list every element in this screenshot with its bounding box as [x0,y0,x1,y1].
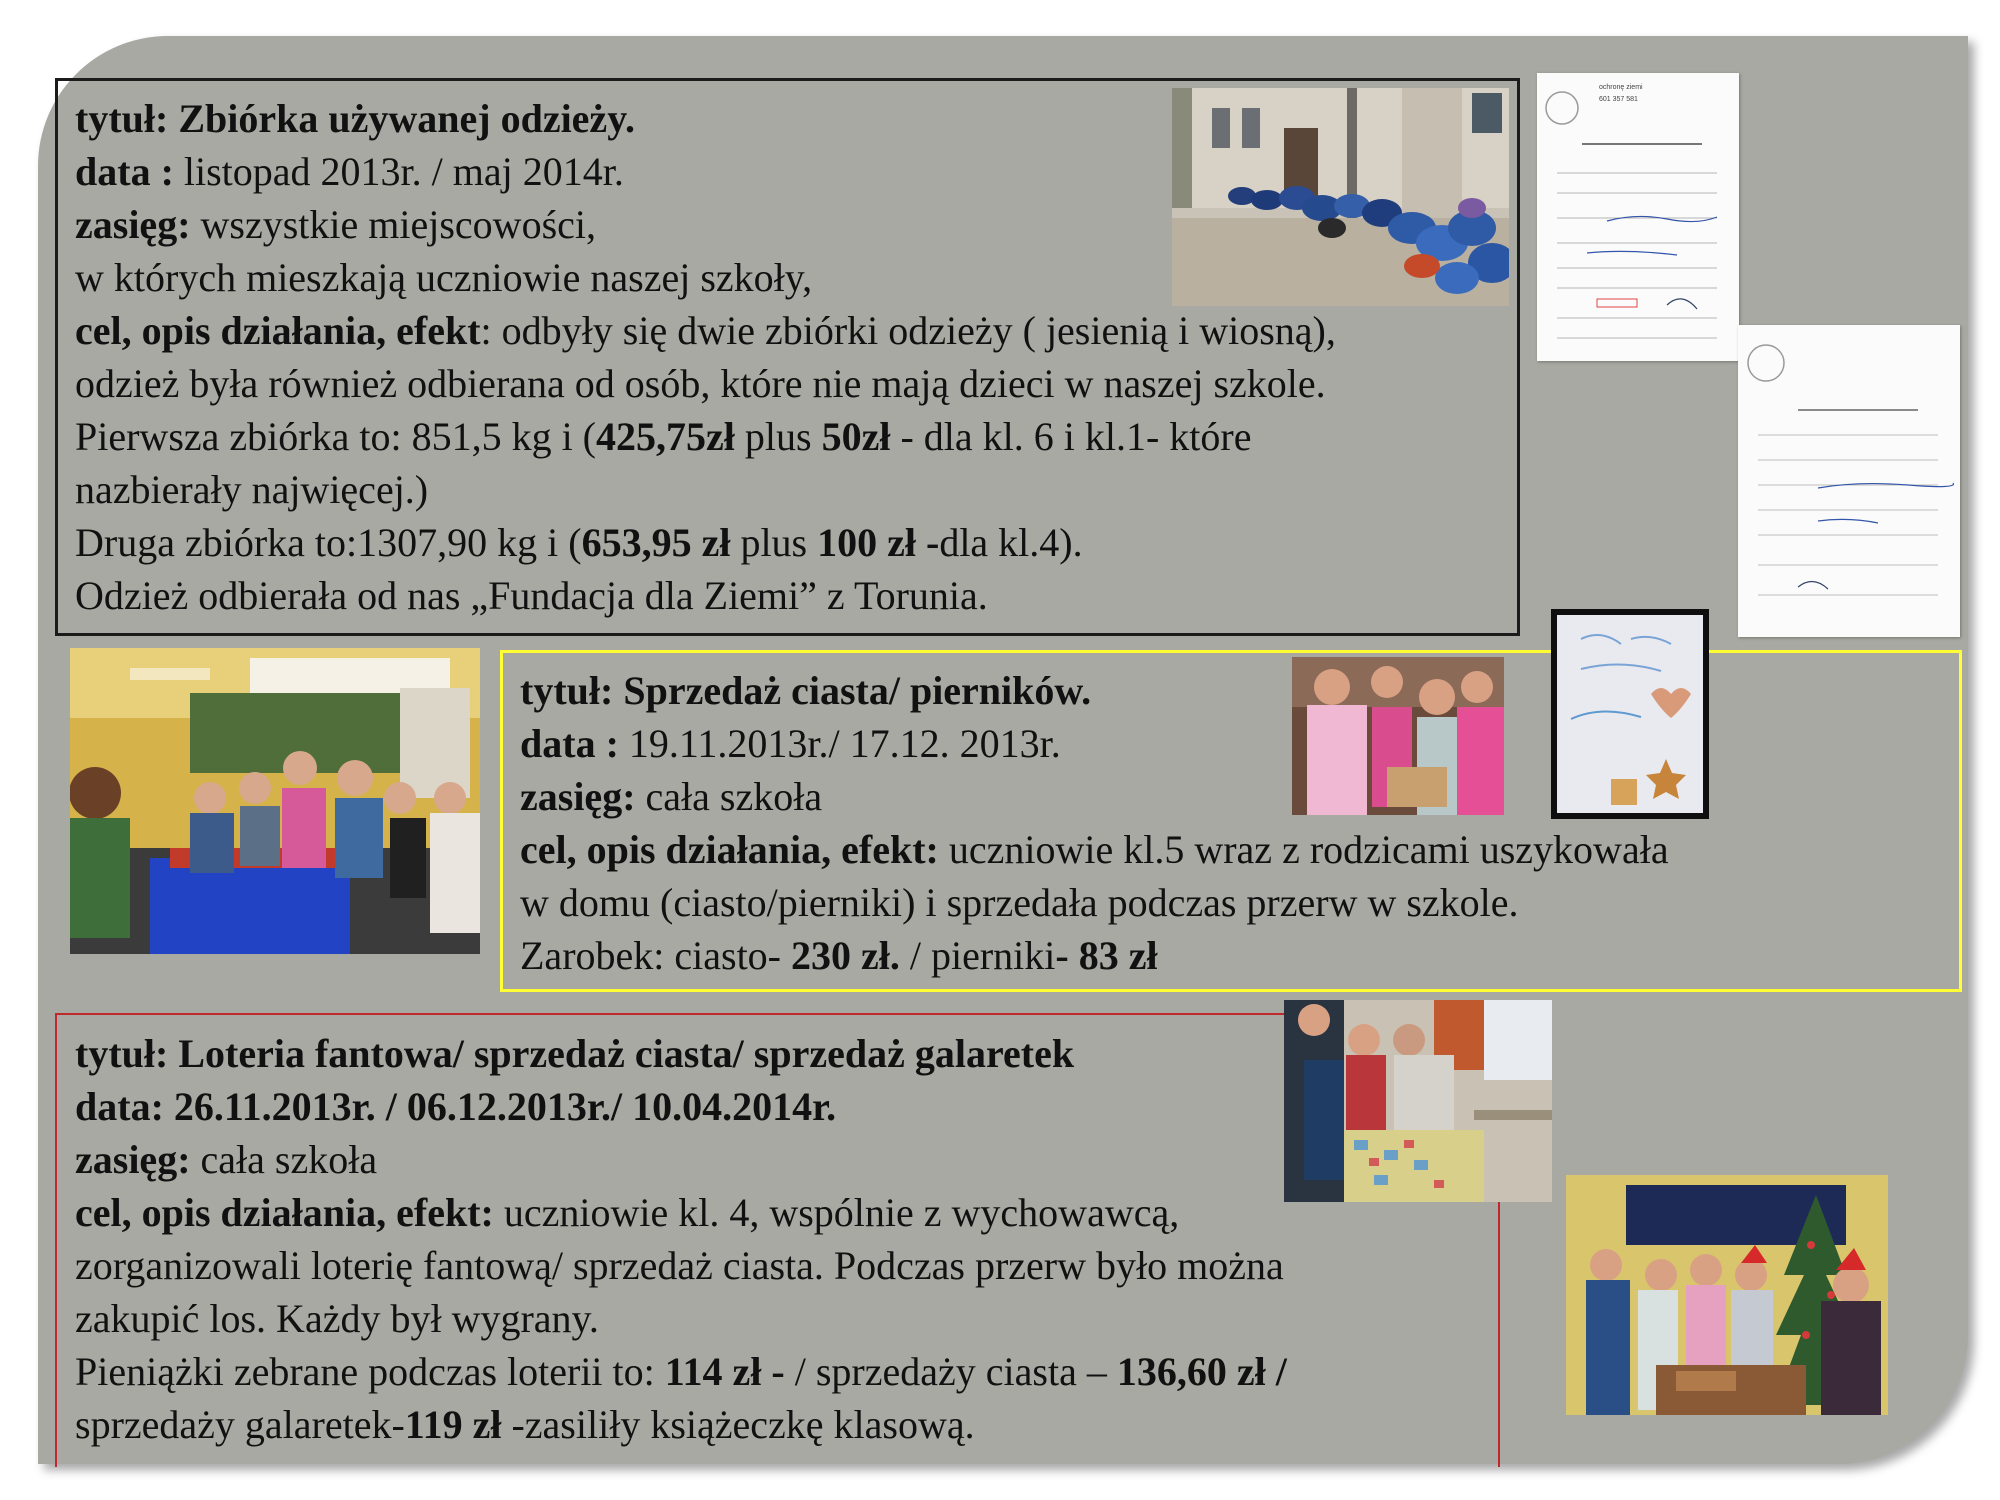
goal-line-2: odzież była również odbierana od osób, które nie mają dzieci w naszej szkole. [75,361,1326,406]
plus-text-2: plus [730,520,818,565]
goal-value: uczniowie kl.5 wraz z rodzicami uszykowała [938,827,1669,872]
scope-value-cont: w których mieszkają uczniowie naszej szkoły, [75,255,813,300]
photo-children-baking [1292,657,1504,815]
goal-label: cel, opis działania, efekt: [520,827,939,872]
lottery-amount: 114 zł - [664,1349,785,1394]
gingerbread-amount: - 83 zł [1055,933,1158,978]
scope-value: cała szkoła [190,1137,378,1182]
photo-cake-sale-corridor [70,648,480,954]
earnings-label: Zarobek: ciasto- [520,933,791,978]
goal-line-3: zakupić los. Każdy był wygrany. [75,1296,599,1341]
title-label: tytuł: Sprzedaż ciasta/ pierników. [520,668,1092,713]
date-label: data: 26.11.2013r. / 06.12.2013r./ 10.04.2014r. [75,1084,837,1129]
protocol-document-1 [1537,73,1739,361]
lottery-label: Pieniążki zebrane podczas loterii to: [75,1349,665,1394]
cake-sale-label: / sprzedaży ciasta – [784,1349,1117,1394]
photo-poster [1551,609,1709,819]
title-label: tytuł: Zbiórka używanej odzieży. [75,96,635,141]
goal-label: cel, opis działania, efekt: [75,1190,494,1235]
second-collection-amount: 653,95 zł [581,520,731,565]
first-collection-amount: 425,75zł [596,414,735,459]
photo-christmas-sale [1566,1175,1888,1415]
goal-value: : odbyły się dwie zbiórki odzieży ( jesienią i wiosną), [480,308,1336,353]
gingerbread-label: / pierniki [899,933,1056,978]
goal-line-2: zorganizowali loterię fantową/ sprzedaż ciasta. Podczas przerw było można [75,1243,1284,1288]
first-collection-bonus: 50zł [821,414,891,459]
first-collection-classes: - dla kl. 6 i kl.1- które [890,414,1252,459]
scope-label: zasięg: [75,1137,191,1182]
scope-label: zasięg: [520,774,636,819]
second-collection-class: dla kl.4). [939,520,1083,565]
section-clothing-collection-text [75,92,1336,622]
second-collection-bonus: 100 zł - [817,520,940,565]
photo-clothing-bags [1172,88,1509,306]
scope-value: cała szkoła [635,774,823,819]
first-collection-text: Pierwsza zbiórka to: 851,5 kg i ( [75,414,596,459]
goal-label: cel, opis działania, efekt [75,308,481,353]
date-label: data : [75,149,174,194]
date-value: listopad 2013r. / maj 2014r. [173,149,624,194]
goal-line-2: w domu (ciasto/pierniki) i sprzedała podczas przerw w szkole. [520,880,1519,925]
cake-sale-amount: 136,60 zł / [1116,1349,1287,1394]
date-value: 19.11.2013r./ 17.12. 2013r. [618,721,1061,766]
scope-value: wszystkie miejscowości, [190,202,597,247]
goal-value: uczniowie kl. 4, wspólnie z wychowawcą, [493,1190,1180,1235]
title-label: tytuł: Loteria fantowa/ sprzedaż ciasta/ sprzedaż galaretek [75,1031,1075,1076]
protocol-document-2 [1738,325,1960,637]
first-collection-cont: nazbierały najwięcej.) [75,467,429,512]
photo-lottery-table [1284,1000,1552,1202]
scope-label: zasięg: [75,202,191,247]
jelly-sale-label: sprzedaży galaretek- [75,1402,405,1447]
section-lottery-text [75,1027,1287,1451]
jelly-sale-amount: 119 zł [404,1402,502,1447]
cake-amount: 230 zł. [791,933,900,978]
svg-text:ochronę ziemi: ochronę ziemi [1599,84,1643,91]
date-label: data : [520,721,619,766]
second-collection-text: Druga zbiórka to:1307,90 kg i ( [75,520,582,565]
jelly-sale-note: -zasiliły książeczkę klasową. [501,1402,975,1447]
foundation-line: Odzież odbierała od nas „Fundacja dla Ziemi” z Torunia. [75,573,988,618]
plus-text: plus [734,414,822,459]
svg-text:601 357 581: 601 357 581 [1599,96,1638,103]
